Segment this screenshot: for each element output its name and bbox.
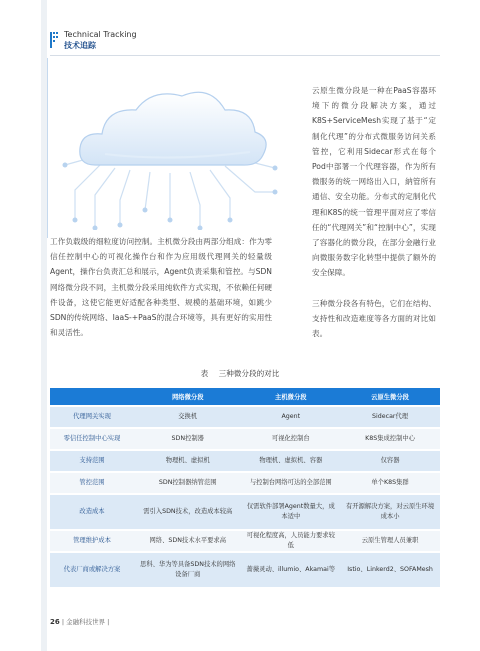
row-header-cell: 零信任控制中心实现 — [50, 429, 134, 449]
table-cell: 有开源解决方案，对云原生环境成本小 — [340, 495, 440, 529]
table-row — [50, 553, 440, 587]
table-caption — [0, 368, 480, 379]
comparison-table — [50, 386, 440, 589]
page-footer — [50, 617, 109, 626]
row-header-cell: 支持范围 — [50, 451, 134, 471]
table-cell: SDN控制器纳管范围 — [134, 473, 242, 493]
accent-line — [47, 58, 48, 238]
row-header-cell: 代表厂商或解决方案 — [50, 553, 134, 587]
header-title-en: Technical Tracking — [64, 30, 137, 39]
table-header-cell: 主机微分段 — [242, 388, 341, 405]
table-cell: Sidecar代理 — [340, 407, 440, 427]
page-number: 26 — [50, 618, 60, 626]
table-cell: 与控制台网络可达的全部范围 — [242, 473, 341, 493]
table-cell: 可视化控制台 — [242, 429, 341, 449]
header-title-cn: 技术追踪 — [64, 41, 96, 50]
row-header-cell: 管理维护成本 — [50, 531, 134, 551]
table-cell: 薔薇灵动、illumio、Akamai等 — [242, 553, 341, 587]
table-caption-title: 三种微分段的对比 — [218, 369, 280, 378]
body-paragraph: 三种微分段各有特色，它们在结构、支持性和改造难度等各方面的对比如表。 — [312, 298, 436, 339]
table-cell: Agent — [242, 407, 341, 427]
table-cell: K8S集成控制中心 — [340, 429, 440, 449]
table-cell: 物理机、虚拟机 — [134, 451, 242, 471]
header-divider — [50, 55, 440, 56]
table-row — [50, 407, 440, 427]
footer-separator: | — [107, 618, 110, 626]
table-cell: 需引入SDN技术，改造成本较高 — [134, 495, 242, 529]
table-row — [50, 531, 440, 551]
body-paragraph: 云原生微分段是一种在PaaS容器环境下的微分段解决方案，通过K8S+ServiceMesh实现了基于“定制化代理”的分布式微服务访问关系管控，它利用Sidecar形式在每个Pod中部署一个代理容器，作为所有微服务的统一网络出入口，納管所有通信、安全功能。分布式的定制化代理和K8S的统一管理平面对应了零信任的“代理网关”和“控制中心”，实现了容器化的微分段，在部分金融行业向微服务数字化转型中提供了额外的安全保障。 — [312, 86, 436, 278]
table-cell: 仅需软件部署Agent数量大，成本适中 — [242, 495, 341, 529]
table-header-row — [50, 388, 440, 405]
table-row — [50, 429, 440, 449]
table-cell: 单个K8S集群 — [340, 473, 440, 493]
table-cell: SDN控制器 — [134, 429, 242, 449]
table-header-cell — [50, 388, 134, 405]
tracking-logo-icon — [50, 32, 60, 48]
row-header-cell: 改造成本 — [50, 495, 134, 529]
table-cell: 交换机 — [134, 407, 242, 427]
table-caption-label: 表 — [200, 369, 209, 378]
table-row — [50, 495, 440, 529]
table-cell: 仅容器 — [340, 451, 440, 471]
table-cell: 网络、SDN技术水平要求高 — [134, 531, 242, 551]
table-header-cell: 云原生微分段 — [340, 388, 440, 405]
cloud-circuit-illustration — [60, 70, 290, 230]
row-header-cell: 管控范围 — [50, 473, 134, 493]
publication-name: 金融科技世界 — [66, 618, 106, 626]
table-cell: 思科、华为等具备SDN技术的网络设备厂商 — [134, 553, 242, 587]
table-cell: 可视化程度高，人员能力要求较低 — [242, 531, 341, 551]
footer-separator: | — [61, 618, 67, 626]
table-row — [50, 451, 440, 471]
row-header-cell: 代理网关实现 — [50, 407, 134, 427]
table-cell: 物理机、虚拟机、容器 — [242, 451, 341, 471]
table-cell: Istio、Linkerd2、SOFAMesh — [340, 553, 440, 587]
table-header-cell: 网络微分段 — [134, 388, 242, 405]
right-column-text — [312, 83, 436, 341]
table-cell: 云原生管理人员兼职 — [340, 531, 440, 551]
table-row — [50, 473, 440, 493]
body-paragraph: 工作负载级的细粒度访问控制。主机微分段由两部分组成：作为零信任控制中心的可视化操作台和作为应用级代理网关的轻量级Agent，操作台负责汇总和展示，Agent负责采集和管控。与SDN网络微分段不同，主机微分段采用纯软件方式实现，不依赖任何硬件设备，这使它能更好适配各种类型、规模的基础环境，如跳少SDN的传统网络、IaaS-+PaaS的混合环境等，具有更好的实用性和灵活性。 — [50, 237, 272, 338]
left-column-text — [50, 234, 272, 340]
